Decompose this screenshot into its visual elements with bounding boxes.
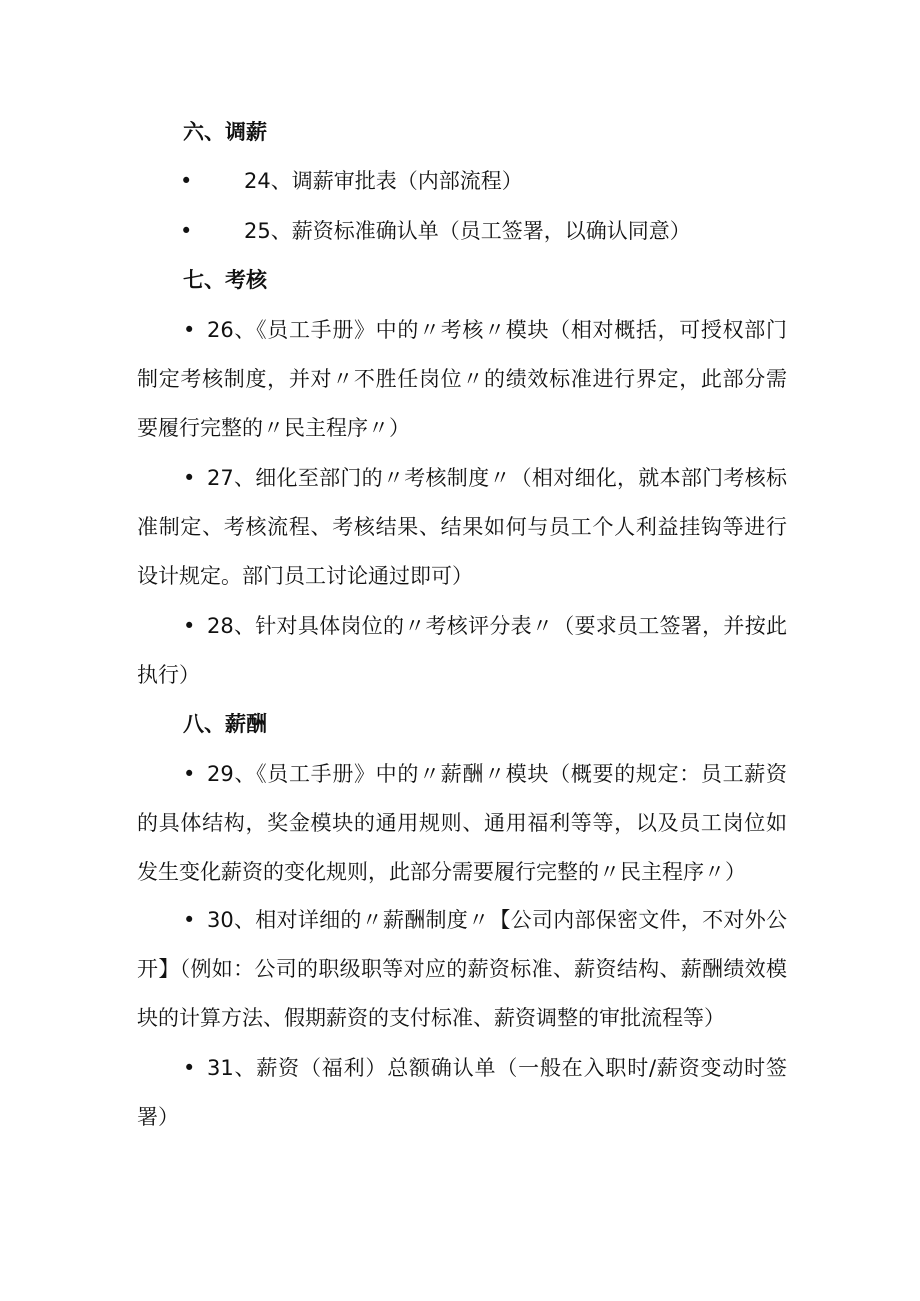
list-item-24 (0, 166, 920, 196)
section-heading-compensation: 八、薪酬 (183, 712, 267, 736)
bullet-icon: • (183, 1056, 196, 1080)
list-item-30 (137, 896, 787, 1043)
bullet-icon: • (180, 219, 193, 243)
list-item-28 (137, 602, 787, 700)
list-item-text: 24、调薪审批表（内部流程） (244, 169, 523, 193)
list-item-text: 28、针对具体岗位的〃考核评分表〃（要求员工签署，并按此执行） (137, 614, 787, 687)
bullet-icon: • (183, 614, 196, 638)
list-item-text: 27、细化至部门的〃考核制度〃（相对细化，就本部门考核标准制定、考核流程、考核结果、结果如何与员工个人利益挂钩等进行设计规定。部门员工讨论通过即可） (137, 466, 787, 588)
section-heading-salary-adjustment: 六、调薪 (183, 120, 267, 144)
list-item-text: 26、《员工手册》中的〃考核〃模块（相对概括，可授权部门制定考核制度，并对〃不胜任岗位〃的绩效标准进行界定，此部分需要履行完整的〃民主程序〃） (137, 318, 787, 440)
section-heading-assessment: 七、考核 (183, 268, 267, 292)
list-item-29 (137, 750, 787, 897)
list-item-text: 29、《员工手册》中的〃薪酬〃模块（概要的规定：员工薪资的具体结构，奖金模块的通用规则、通用福利等等，以及员工岗位如发生变化薪资的变化规则，此部分需要履行完整的〃民主程序〃） (137, 762, 787, 884)
bullet-icon: • (183, 318, 196, 342)
bullet-icon: • (183, 466, 196, 490)
bullet-icon: • (183, 908, 196, 932)
list-item-text: 30、相对详细的〃薪酬制度〃【公司内部保密文件，不对外公开】（例如：公司的职级职等对应的薪资标准、薪资结构、薪酬绩效模块的计算方法、假期薪资的支付标准、薪资调整的审批流程等） (137, 908, 787, 1030)
list-item-text: 25、薪资标准确认单（员工签署，以确认同意） (244, 219, 691, 243)
list-item-27 (137, 454, 787, 601)
list-item-31 (137, 1044, 787, 1142)
list-item-25 (0, 216, 920, 246)
bullet-icon: • (180, 169, 193, 193)
list-item-26 (137, 306, 787, 453)
list-item-text: 31、薪资（福利）总额确认单（一般在入职时/薪资变动时签署） (137, 1056, 787, 1129)
bullet-icon: • (183, 762, 196, 786)
